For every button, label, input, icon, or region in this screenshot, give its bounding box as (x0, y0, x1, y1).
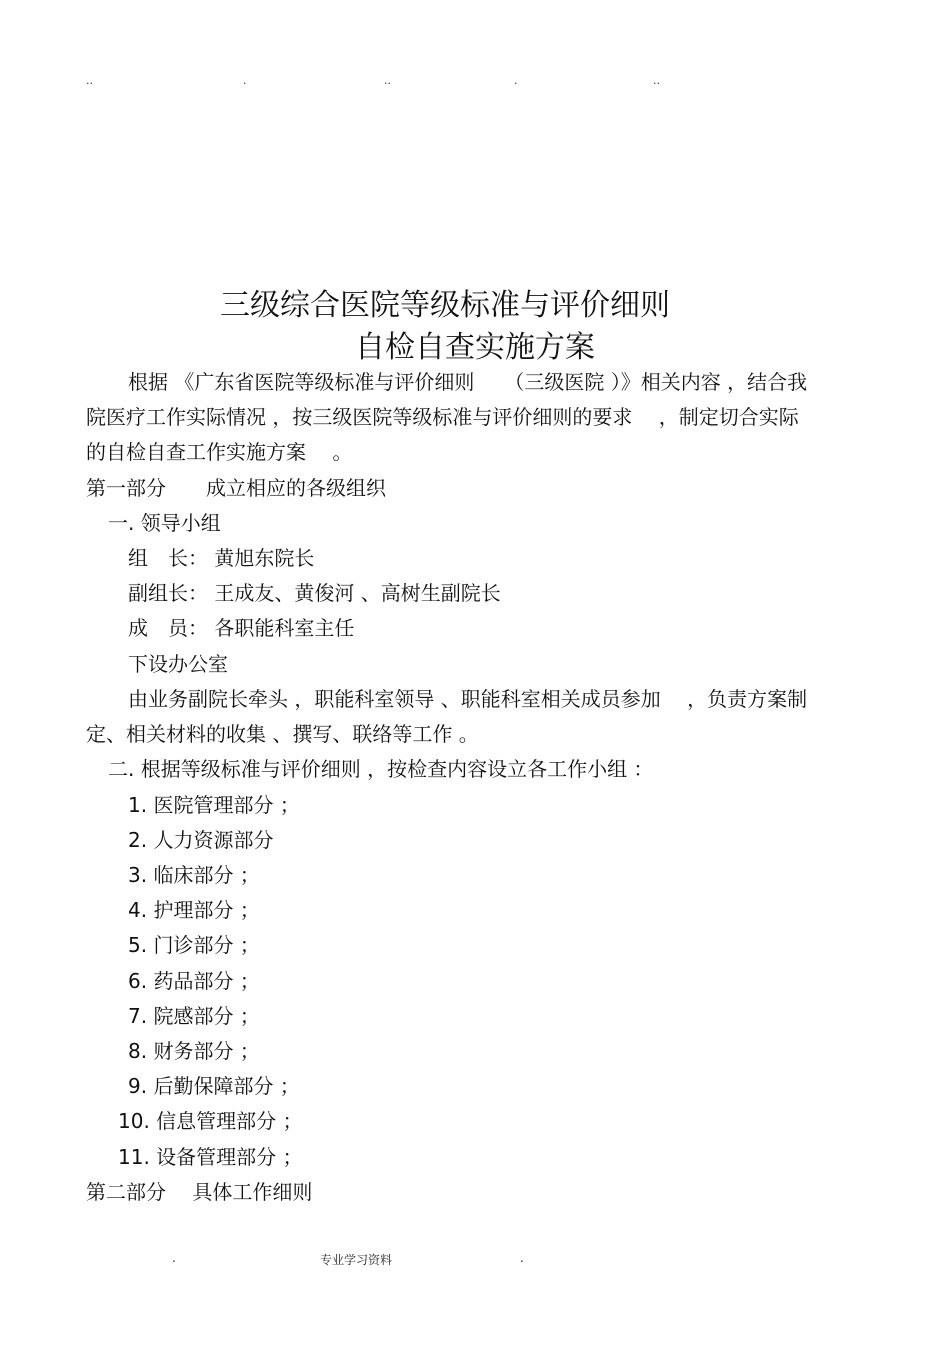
duty-line-1: 由业务副院长牵头 ，职能科室领导 、职能科室相关成员参加 ，负责方案制 (128, 687, 808, 711)
footer-label: 专业学习资料 (320, 1253, 393, 1267)
section1-heading: 一. 领导小组 (108, 511, 221, 535)
header-dot: .. (86, 74, 93, 87)
list-item: 5. 门诊部分 ； (128, 933, 260, 957)
list-item: 11. 设备管理部分 ； (118, 1145, 303, 1169)
part1-heading: 第一部分 成立相应的各级组织 (86, 476, 386, 500)
header-dot: .. (384, 74, 391, 87)
members-line: 成 员： 各职能科室主任 (128, 616, 355, 640)
list-item: 1. 医院管理部分 ； (128, 793, 300, 817)
office-line: 下设办公室 (128, 652, 228, 676)
intro-line-1: 根据 《广东省医院等级标准与评价细则 （三级医院 ）》相关内容 ，结合我 (128, 370, 808, 394)
list-item: 2. 人力资源部分 (128, 828, 274, 852)
intro-line-2: 院医疗工作实际情况 ，按三级医院等级标准与评价细则的要求 ，制定切合实际 (86, 405, 799, 429)
list-item: 9. 后勤保障部分 ； (128, 1074, 300, 1098)
document-title-line2: 自检自查实施方案 (355, 330, 595, 365)
duty-line-2: 定、相关材料的收集 、撰写、联络等工作 。 (86, 722, 479, 746)
deputy-line: 副组长： 王成友、黄俊河 、高树生副院长 (128, 581, 501, 605)
leader-line: 组 长： 黄旭东院长 (128, 546, 315, 570)
list-item: 3. 临床部分 ； (128, 863, 260, 887)
header-dot: . (514, 74, 518, 87)
document-title-line1: 三级综合医院等级标准与评价细则 (220, 288, 670, 323)
section2-heading: 二. 根据等级标准与评价细则 ，按检查内容设立各工作小组 ： (108, 757, 654, 781)
list-item: 8. 财务部分 ； (128, 1039, 260, 1063)
footer-dot-left: . (172, 1251, 176, 1265)
list-item: 4. 护理部分 ； (128, 898, 260, 922)
list-item: 6. 药品部分 ； (128, 969, 260, 993)
header-dot: .. (653, 74, 660, 87)
list-item: 10. 信息管理部分 ； (118, 1109, 303, 1133)
intro-line-3: 的自检自查工作实施方案 。 (86, 440, 353, 464)
list-item: 7. 院感部分 ； (128, 1004, 260, 1028)
footer-dot-right: . (520, 1251, 524, 1265)
part2-heading: 第二部分 具体工作细则 (86, 1180, 313, 1204)
header-dot: . (243, 74, 247, 87)
